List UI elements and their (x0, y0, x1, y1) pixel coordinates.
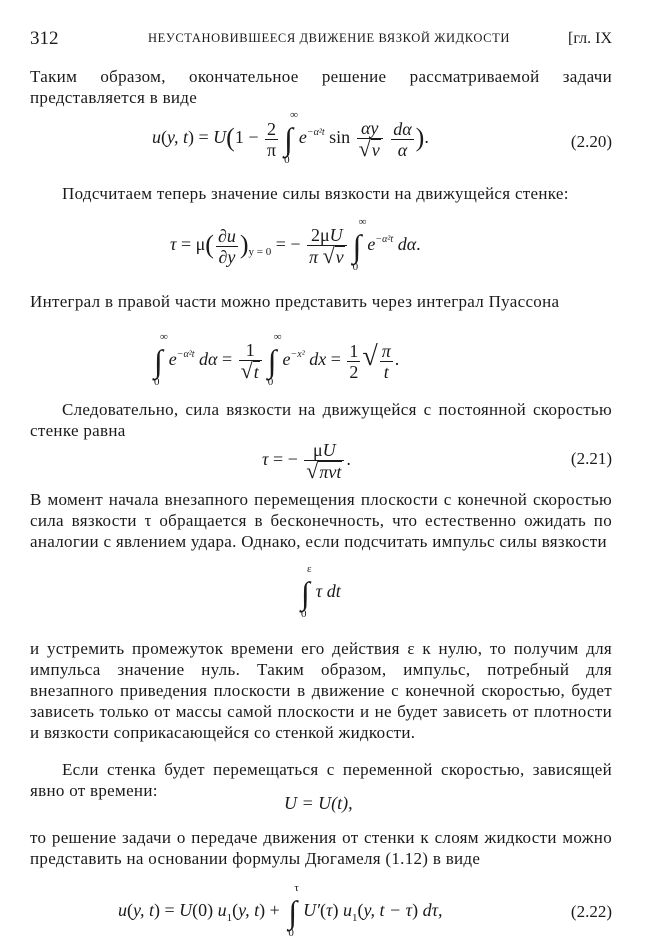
running-title: НЕУСТАНОВИВШЕЕСЯ ДВИЖЕНИЕ ВЯЗКОЙ ЖИДКОСТИ (148, 31, 510, 45)
paragraph-2: Подсчитаем теперь значение силы вязкости на движущейся стенке: (62, 184, 569, 203)
running-header (30, 28, 612, 50)
chapter-mark: [гл. IX (568, 30, 612, 47)
equation-number-2-21: (2.21) (570, 449, 612, 468)
paragraph-3: Интеграл в правой части можно представить через интеграл Пуассона (30, 292, 560, 311)
paragraph-8: то решение задачи о передаче движения от стенки к слоям жидкости можно представить на основании формулы Дюгамеля (1.12) в виде (30, 828, 612, 868)
page-number: 312 (30, 28, 59, 49)
equation-impulse: ∫ ε 0 τ dt (301, 563, 341, 620)
equation-poisson-integral: ∫ ∞ 0 $e^{-\alpha^2t}$ dα = $\frac{1}{√t}$ ∫ ∞ 0 $e^{-x^2}$ dx = $\frac{1}{2}$ √ $\frac{\pi}{t}$ . (154, 331, 400, 388)
equation-number-2-22: (2.22) (570, 902, 612, 921)
paragraph-6: и устремить промежуток времени его действия ε к нулю, то получим для импульса значение нуль. Таким образом, импульс, потребный для внезапного приведения плоскости в движение с конечной скоростью, будет зависеть только от массы самой плоскости и не будет зависеть от плотности и вязкости соприкасающейся со стенкой жидкости. (30, 639, 612, 742)
paragraph-5: В момент начала внезапного перемещения плоскости с конечной скоростью сила вязкости τ обращается в бесконечность, что естественно ожидать по аналогии с явлением удара. Однако, если подсчитать импульс силы вязкости (30, 490, 612, 551)
equation-2-22: u(y, t) = U(0) $u_1(y$, t) + ∫ τ 0 U′(τ) $u_1(y$, t − τ) dτ, (118, 882, 443, 939)
equation-2-20: u(y, t) = U(1 − $\frac{2}{\pi}$ ∫ ∞ 0 $e^{-\alpha^2t}$ sin $\frac{\alpha y}{√\nu}$ $\frac{d\alpha}{\alpha}$ ). (152, 109, 429, 166)
equation-viscous-stress: τ = μ( $\frac{\partial u}{\partial y}$ )$_{y = 0}$ = − $\frac{2\mu U}{\pi √\nu}$ ∫ ∞ 0 $e^{-\alpha^2t}$ dα. (170, 216, 421, 273)
paragraph-7: Если стенка будет перемещаться с переменной скоростью, зависящей явно от времени: (30, 760, 612, 800)
equation-2-21: τ = − $\frac{\mu U}{\text{√πνt}}$ . (262, 440, 351, 483)
paragraph-4: Следовательно, сила вязкости на движущейся с постоянной скоростью стенке равна (30, 400, 612, 440)
paragraph-1: Таким образом, окончательное решение рассматриваемой задачи представляется в виде (30, 67, 612, 107)
equation-number-2-20: (2.20) (570, 132, 612, 151)
equation-U-of-t: U = U(t), (284, 793, 353, 813)
